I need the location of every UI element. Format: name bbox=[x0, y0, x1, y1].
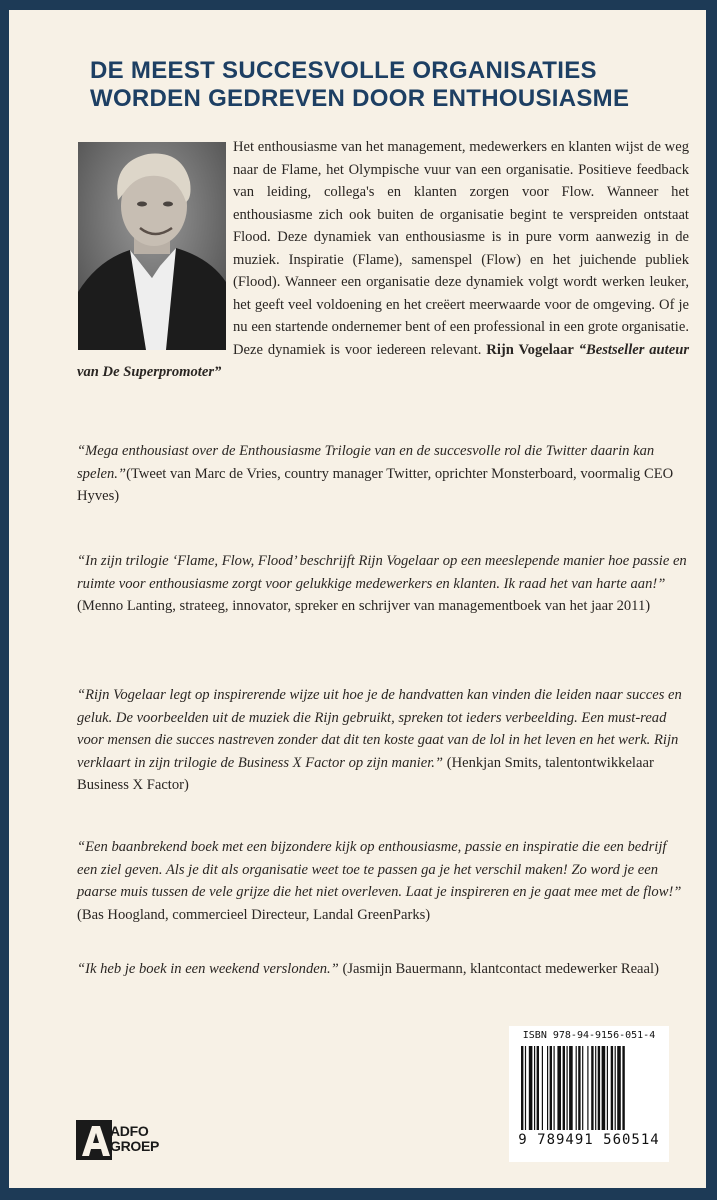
heading-line-1: DE MEEST SUCCESVOLLE ORGANISATIES bbox=[90, 57, 597, 84]
review-quote-text: “Mega enthousiast over de Enthousiasme Trilogie van en de succesvolle rol die Twitter daarin kan spelen.” bbox=[77, 443, 655, 482]
review-quote-text: “Ik heb je boek in een weekend verslonden.” bbox=[77, 961, 339, 977]
review-quote-source: (Bas Hoogland, commercieel Directeur, Landal GreenParks) bbox=[77, 906, 431, 923]
intro-text: Het enthousiasme van het management, medewerkers en klanten wijst de weg naar de Flame, het Olympische vuur van een organisatie. Positieve feedback van leiding, collega's en klanten zorgen voor Flow. Wanneer het enthousiasme zich ook buiten de organisatie begint te verspreiden ontstaat Flood. Deze dynamiek van enthousiasme is in pure vorm aanwezig in de muziek. Inspiratie (Flame), samenspel (Flow) en het juichende publiek (Flood). Wanneer een organisatie deze dynamiek volgt wordt werken leuker, het geeft veel voldoening en het creëert meerwaarde voor de omgeving. Of je nu een startende ondernemer bent of een professional in een grote organisatie. Deze dynamiek is voor iedereen relevant. bbox=[233, 139, 689, 358]
barcode-bars-icon bbox=[521, 1046, 657, 1132]
review-quote bbox=[77, 440, 689, 508]
review-quote-source: (Menno Lanting, strateeg, innovator, spreker en schrijver van managementboek van het jaar 2011) bbox=[77, 598, 651, 614]
isbn-label: ISBN 978-94-9156-051-4 bbox=[522, 1030, 656, 1041]
review-quote-text: “Een baanbrekend boek met een bijzondere kijk op enthousiasme, passie en inspiratie die een bedrijf een ziel geven. Als je dit als organisatie weet toe te passen ga je het verschil maken! Zo word je een paarse muis tussen de vele grijze die het niet overleven. Laat je inspireren en je gaat mee met de flow!” bbox=[77, 839, 682, 900]
publisher-logo bbox=[76, 1120, 186, 1160]
isbn-barcode bbox=[509, 1026, 669, 1162]
review-quote-source: (Henkjan Smits, talentontwikkelaar Business X Factor) bbox=[77, 754, 654, 793]
publisher-logo-mark-icon bbox=[76, 1120, 112, 1160]
intro-author-name: Rijn Vogelaar bbox=[486, 341, 574, 358]
review-quote bbox=[77, 836, 689, 926]
review-quote bbox=[77, 550, 689, 618]
review-quote bbox=[77, 958, 689, 981]
review-quote-source: (Tweet van Marc de Vries, country manager Twitter, oprichter Monsterboard, voormalig CEO Hyves) bbox=[77, 465, 674, 504]
review-quote-source: (Jasmijn Bauermann, klantcontact medewerker Reaal) bbox=[342, 961, 659, 977]
cover-heading bbox=[90, 57, 690, 113]
publisher-name-line-2: GROEP bbox=[110, 1138, 160, 1154]
review-quote-text: “Rijn Vogelaar legt op inspirerende wijze uit hoe je de handvatten kan vinden die leiden naar succes en geluk. De voorbeelden uit de muziek die Rijn gebruikt, spreken tot ieders verbeelding. Een must-read voor mensen die succes nastreven zonder dat dit ten koste gaat van de lol in het leven en het werk. Rijn verklaart in zijn trilogie de Business X Factor op zijn manier.” bbox=[77, 687, 682, 771]
review-quote-text: “In zijn trilogie ‘Flame, Flow, Flood’ beschrijft Rijn Vogelaar op een meeslepende manier hoe passie en ruimte voor enthousiasme zorgt voor gelukkige medewerkers en klanten. Ik raad het van harte aan!” bbox=[77, 553, 687, 592]
intro-paragraph bbox=[77, 136, 689, 384]
heading-line-2: WORDEN GEDREVEN DOOR ENTHOUSIASME bbox=[90, 85, 630, 112]
publisher-name-line-1: ADFO bbox=[110, 1123, 149, 1139]
review-quote bbox=[77, 684, 689, 797]
barcode-number: 9 789491 560514 bbox=[518, 1132, 660, 1148]
intro-author-tag: “Bestseller auteur van De Superpromoter” bbox=[77, 341, 690, 380]
back-cover bbox=[9, 10, 706, 1188]
